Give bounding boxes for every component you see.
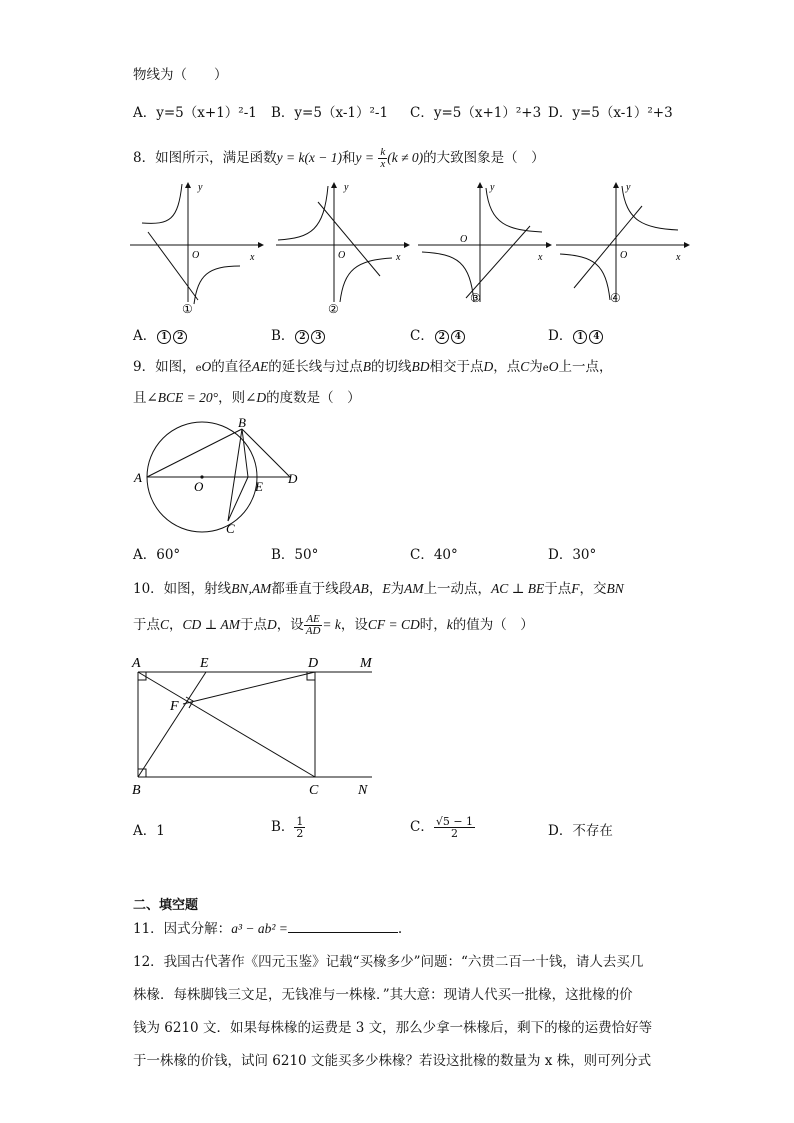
q8-graph-2 (276, 180, 411, 316)
q9-stem-line-1: 9．如图，eO的直径AE的延长线与过点B的切线BD相交于点D，点C为eO上一点， (133, 359, 613, 375)
label-e: E (200, 656, 209, 671)
q10-stem-line-2: 于点C，CD ⊥ AM于点D，设 $\frac{AE}{AD}$ = k，设CF = CD时，k的值为（ ） (133, 613, 534, 637)
label-b: B (238, 415, 246, 430)
q10-option-c[interactable]: C． $\frac{√5 - 1}{2}$ (410, 815, 474, 840)
q12-line-4: 于一株椽的价钱，试问 6210 文能买多少株椽？若设这批椽的数量为 x 株，则可列分式 (133, 1053, 652, 1069)
q7-option-a[interactable]: A．y=5（x+1）²-1 (133, 105, 257, 121)
q10-option-d[interactable]: D．不存在 (548, 823, 613, 839)
origin-label: O (460, 234, 468, 245)
q8-stem: 8．如图所示，满足函数y = k(x − 1)和y = $\frac{k}{x}$ (k ≠ 0)的大致图象是（ ） (133, 146, 545, 170)
label-f: F (170, 699, 179, 714)
q7-option-d[interactable]: D．y=5（x-1）²+3 (548, 105, 673, 121)
origin-label: O (338, 250, 346, 261)
q12-line-1: 12．我国古代著作《四元玉鉴》记载“买椽多少”问题：“六贯二百一十钱，请人去买几 (133, 954, 644, 970)
y-axis-label: y (198, 182, 203, 193)
graph-label-4: ④ (610, 291, 621, 305)
q9-figure (130, 415, 310, 540)
q9-option-c[interactable]: C．40° (410, 547, 458, 563)
q12-line-2: 株椽．每株脚钱三文足，无钱准与一株椽．”其大意：现请人代买一批椽，这批椽的价 (133, 987, 633, 1003)
q9-option-b[interactable]: B．50° (271, 547, 319, 563)
q8-option-a[interactable]: A． 1 2 (133, 327, 188, 345)
q10-stem-line-1: 10．如图，射线BN,AM都垂直于线段AB，E为AM上一动点，AC ⊥ BE于点F，交BN (133, 581, 624, 597)
x-axis-label: x (676, 252, 681, 263)
label-c: C (309, 783, 319, 798)
q7-option-b[interactable]: B．y=5（x-1）²-1 (271, 105, 389, 121)
q8-option-d[interactable]: D． 1 4 (548, 327, 604, 345)
x-axis-label: x (538, 252, 543, 263)
label-e: E (255, 479, 263, 494)
origin-label: O (620, 250, 628, 261)
q10-option-b[interactable]: B． $\frac{1}{2}$ (271, 815, 304, 840)
label-o: O (194, 479, 204, 494)
label-d: D (308, 656, 319, 671)
x-axis-label: x (250, 252, 255, 263)
q7-continuation: 物线为（ ） (133, 67, 228, 83)
section-heading: 二、填空题 (133, 898, 199, 913)
label-b: B (132, 783, 141, 798)
q9-option-d[interactable]: D．30° (548, 547, 597, 563)
q10-figure (130, 652, 380, 802)
graph-label-1: ① (182, 302, 193, 316)
label-a: A (132, 656, 141, 671)
q8-option-c[interactable]: C． 2 4 (410, 327, 466, 345)
q8-option-b[interactable]: B． 2 3 (271, 327, 326, 345)
label-m: M (360, 656, 372, 671)
label-c: C (226, 521, 235, 536)
q11-stem: 11．因式分解：a³ − ab² = . (133, 921, 403, 937)
q8-graph-3 (418, 180, 553, 310)
origin-label: O (192, 250, 200, 261)
label-a: A (134, 470, 142, 485)
q7-option-c[interactable]: C．y=5（x+1）²+3 (410, 105, 542, 121)
graph-label-3: ③ (470, 291, 481, 305)
q11-answer-blank[interactable] (288, 920, 398, 933)
q8-graph-1 (130, 180, 265, 316)
graph-label-2: ② (328, 302, 339, 316)
label-n: N (358, 783, 368, 798)
y-axis-label: y (344, 182, 349, 193)
q9-option-a[interactable]: A．60° (133, 547, 181, 563)
q12-line-3: 钱为 6210 文．如果每株椽的运费是 3 文，那么少拿一株椽后，剩下的椽的运费恰好等 (133, 1020, 653, 1036)
q8-graph-4 (556, 180, 691, 310)
q10-option-a[interactable]: A．1 (133, 823, 165, 839)
y-axis-label: y (490, 182, 495, 193)
y-axis-label: y (626, 182, 631, 193)
x-axis-label: x (396, 252, 401, 263)
label-d: D (288, 471, 298, 486)
q9-stem-line-2: 且∠BCE = 20°，则∠D的度数是（ ） (133, 390, 361, 406)
